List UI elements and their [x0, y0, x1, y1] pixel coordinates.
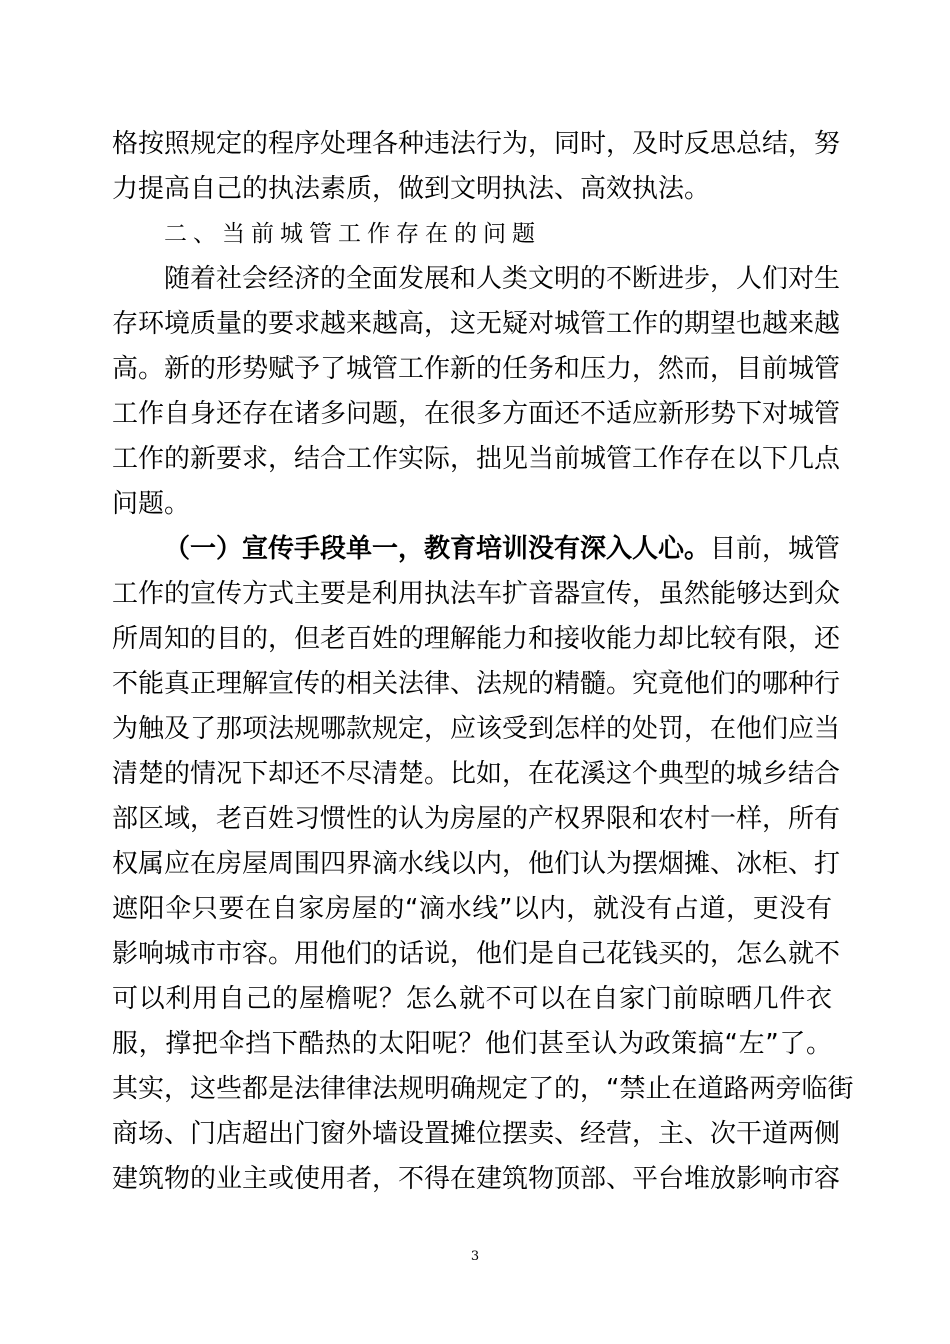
text-line: 力提高自己的执法素质，做到文明执法、高效执法。 — [112, 174, 711, 204]
text-line: 部区域，老百姓习惯性的认为房屋的产权界限和农村一样，所有 — [112, 804, 841, 834]
text-line: 存环境质量的要求越来越高，这无疑对城管工作的期望也越来越 — [112, 309, 841, 339]
text-fragment: 目前，城管 — [710, 534, 841, 564]
text-line: 不能真正理解宣传的相关法律、法规的精髓。究竟他们的哪种行 — [112, 669, 841, 699]
text-line: 清楚的情况下却还不尽清楚。比如，在花溪这个典型的城乡结合 — [112, 759, 841, 789]
text-line: 问题。 — [112, 489, 191, 519]
section-heading: 二、当前城管工作存在的问题 — [164, 221, 541, 247]
text-line: 其实，这些都是法律律法规明确规定了的，“禁止在道路两旁临街 — [112, 1074, 854, 1104]
text-line: 格按照规定的程序处理各种违法行为，同时，及时反思总结，努 — [112, 129, 841, 159]
text-line: 遮阳伞只要在自家房屋的“滴水线”以内，就没有占道，更没有 — [112, 894, 832, 924]
text-line: 工作自身还存在诸多问题，在很多方面还不适应新形势下对城管 — [112, 399, 841, 429]
text-line: 权属应在房屋周围四界滴水线以内，他们认为摆烟摊、冰柜、打 — [112, 849, 841, 879]
text-line: 高。新的形势赋予了城管工作新的任务和压力，然而，目前城管 — [112, 354, 841, 384]
subsection-line — [112, 527, 841, 572]
text-line: 为触及了那项法规哪款规定，应该受到怎样的处罚，在他们应当 — [112, 714, 841, 744]
text-line: 可以利用自己的屋檐呢？怎么就不可以在自家门前晾晒几件衣 — [112, 984, 832, 1014]
text-line: 影响城市市容。用他们的话说，他们是自己花钱买的，怎么就不 — [112, 939, 841, 969]
text-line: 建筑物的业主或使用者，不得在建筑物顶部、平台堆放影响市容 — [112, 1164, 841, 1194]
subsection-heading: （一）宣传手段单一，教育培训没有深入人心。 — [164, 534, 711, 564]
text-line: 工作的宣传方式主要是利用执法车扩音器宣传，虽然能够达到众 — [112, 579, 841, 609]
page-number: 3 — [470, 1249, 480, 1264]
text-line: 所周知的目的，但老百姓的理解能力和接收能力却比较有限，还 — [112, 624, 841, 654]
document-body — [112, 122, 854, 1202]
text-line: 商场、门店超出门窗外墙设置摊位摆卖、经营，主、次干道两侧 — [112, 1119, 841, 1149]
text-line: 随着社会经济的全面发展和人类文明的不断进步，人们对生 — [164, 264, 841, 294]
text-line: 服，撑把伞挡下酷热的太阳呢？他们甚至认为政策搞“左”了。 — [112, 1029, 832, 1059]
text-line: 工作的新要求，结合工作实际，拙见当前城管工作存在以下几点 — [112, 444, 841, 474]
